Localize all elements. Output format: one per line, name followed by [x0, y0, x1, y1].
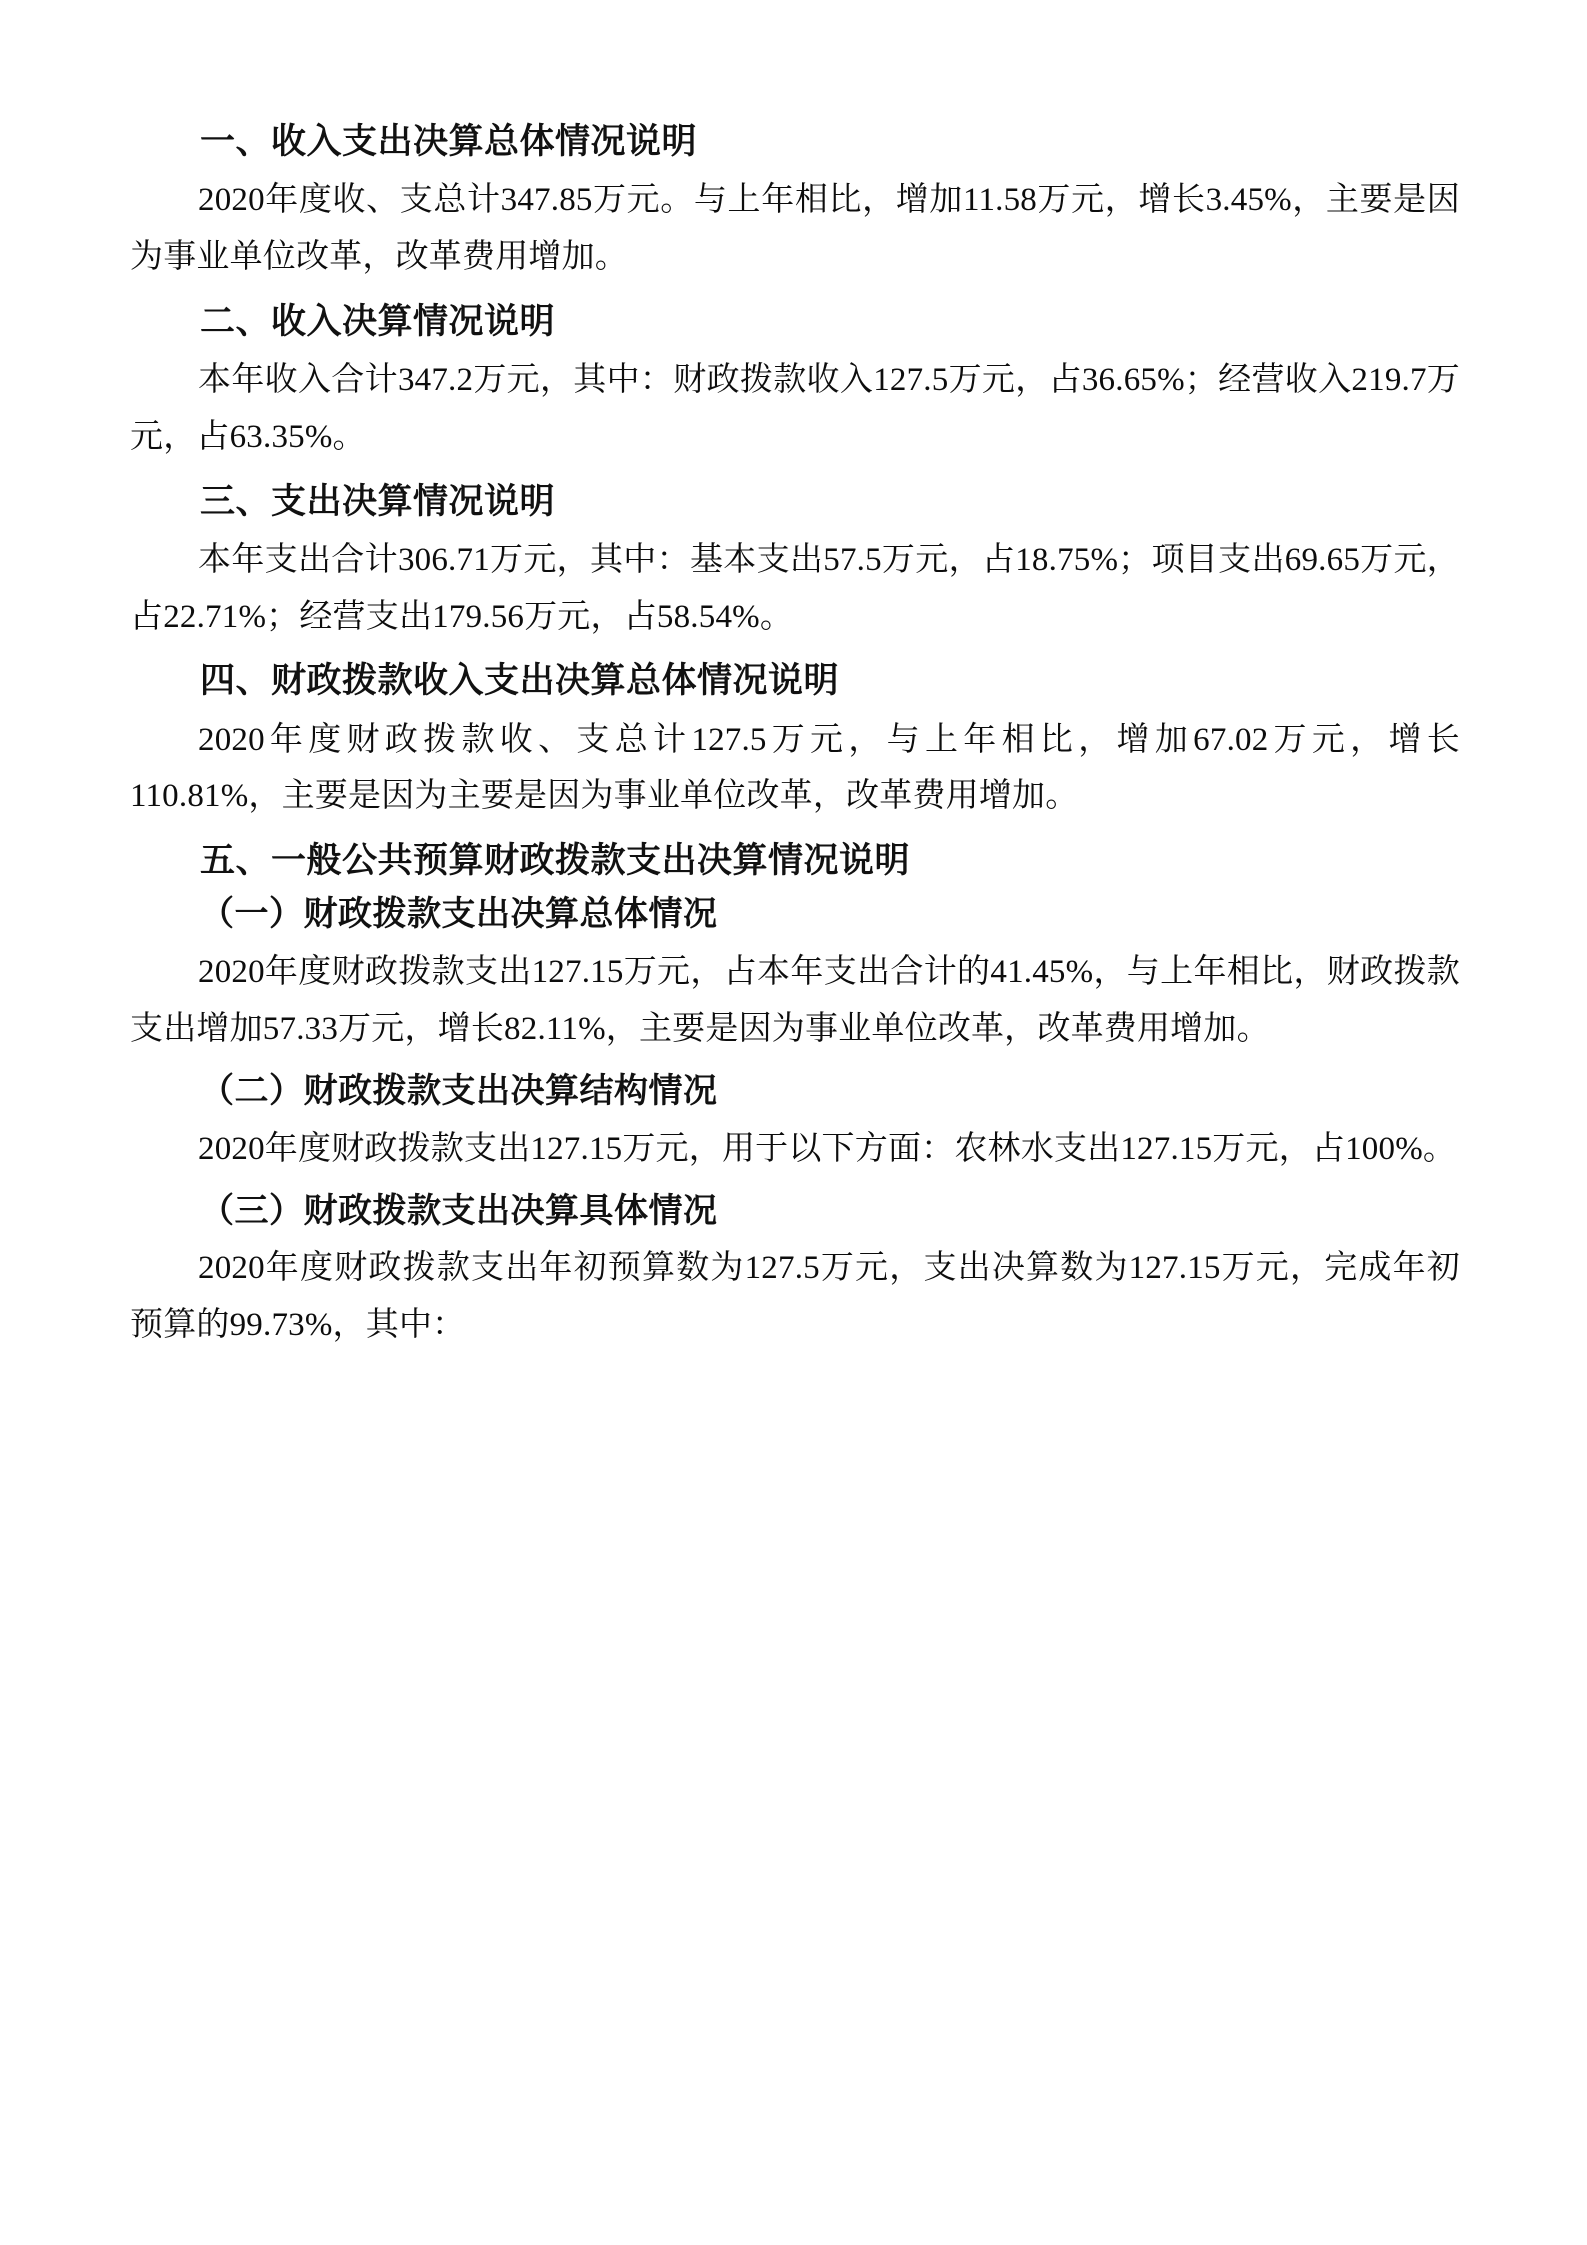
section-4-paragraph-1: 2020年度财政拨款收、支总计127.5万元，与上年相比，增加67.02万元，增长110.81%，主要是因为主要是因为事业单位改革，改革费用增加。	[130, 721, 1460, 815]
section-5-subsection-1-heading: （一）财政拨款支出决算总体情况	[200, 894, 718, 935]
section-5-subsection-3-paragraph-1: 2020年度财政拨款支出年初预算数为127.5万元，支出决算数为127.15万元，完成年初预算的99.73%，其中：	[130, 1250, 1460, 1344]
section-5-heading: 五、一般公共预算财政拨款支出决算情况说明	[200, 841, 911, 882]
section-1	[130, 118, 1460, 286]
document-body	[130, 118, 1460, 1354]
section-2-paragraph-1: 本年收入合计347.2万元，其中：财政拨款收入127.5万元，占36.65%；经营收入219.7万元，占63.35%。	[130, 362, 1460, 455]
section-2-heading: 二、收入决算情况说明	[200, 301, 556, 342]
section-3	[130, 478, 1460, 646]
section-5-subsection-1-paragraph-1: 2020年度财政拨款支出127.15万元，占本年支出合计的41.45%，与上年相比，财政拨款支出增加57.33万元，增长82.11%，主要是因为事业单位改革，改革费用增加。	[130, 954, 1460, 1048]
section-1-heading: 一、收入支出决算总体情况说明	[200, 122, 698, 162]
section-4	[130, 657, 1460, 825]
section-3-paragraph-1: 本年支出合计306.71万元，其中：基本支出57.5万元，占18.75%；项目支出69.65万元，占22.71%；经营支出179.56万元，占58.54%。	[130, 541, 1460, 635]
section-2	[130, 298, 1460, 466]
section-5	[130, 837, 1460, 1354]
section-1-paragraph-1: 2020年度收、支总计347.85万元。与上年相比，增加11.58万元，增长3.45%，主要是因为事业单位改革，改革费用增加。	[130, 182, 1460, 276]
section-5-subsection-2-heading: （二）财政拨款支出决算结构情况	[200, 1070, 718, 1111]
section-5-subsection-3-heading: （三）财政拨款支出决算具体情况	[200, 1190, 718, 1231]
section-3-heading: 三、支出决算情况说明	[200, 481, 556, 522]
section-4-heading: 四、财政拨款收入支出决算总体情况说明	[200, 661, 840, 702]
section-5-subsection-2-paragraph-1: 2020年度财政拨款支出127.15万元，用于以下方面：农林水支出127.15万元，占100%。	[198, 1130, 1457, 1167]
